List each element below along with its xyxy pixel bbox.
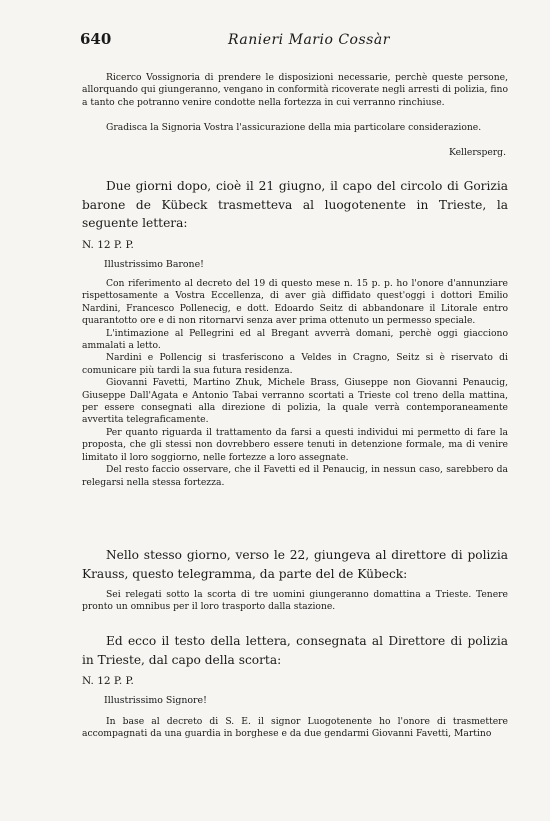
running-title: Ranieri Mario Cossàr bbox=[228, 32, 390, 48]
letter2-paragraph: Giovanni Favetti, Martino Zhuk, Michele Brass, Giuseppe non Giovanni Penaucig, Giuseppe Dall'Agata e Antonio Tabai verranno scortati a Trieste col treno della mattina, per essere consegnati alla direzione di polizia, la quale verrà contemporaneamente avvertita telegraficamente. bbox=[82, 377, 508, 426]
letter1-closing: Gradisca la Signoria Vostra l'assicurazione della mia particolare considerazione. bbox=[106, 122, 482, 133]
letter2-body bbox=[82, 278, 508, 489]
narration-paragraph-3: Ed ecco il testo della lettera, consegnata al Direttore di polizia in Trieste, dal capo della scorta: bbox=[82, 634, 508, 667]
letter3-salutation: Illustrissimo Signore! bbox=[104, 695, 207, 706]
letter3-reference: N. 12 P. P. bbox=[82, 675, 134, 687]
letter1-signature: Kellersperg. bbox=[449, 147, 506, 158]
letter2-paragraph: Con riferimento al decreto del 19 di questo mese n. 15 p. p. ho l'onore d'annunziare rispettosamente a Vostra Eccellenza, di aver già diffidato quest'oggi i dottori Emilio Nardini, Francesco Pollenecig, e dott. Edoardo Seitz di abbandonare il Litorale entro quarantotto ore e di non ritornarvi senza aver prima ottenuto un permesso speciale. bbox=[82, 278, 508, 327]
letter2-paragraph: Per quanto riguarda il trattamento da farsi a questi individui mi permetto di fare la proposta, che gli stessi non dovrebbero essere tenuti in detenzione formale, ma di venire limitato il loro soggiorno, nelle fortezze a loro assegnate. bbox=[82, 426, 508, 463]
page-number: 640 bbox=[80, 30, 112, 48]
letter1-body: Ricerco Vossignoria di prendere le disposizioni necessarie, perchè queste persone, allorquando qui giungeranno, vengano in conformità ricoverate negli arresti di polizia, fino a tanto che potranno venire condotte nella fortezza in cui verranno rinchiuse. bbox=[82, 72, 508, 108]
letter2-paragraph: Del resto faccio osservare, che il Favetti ed il Penaucig, in nessun caso, sarebbero da relegarsi nella stessa fortezza. bbox=[82, 464, 508, 488]
letter2-salutation: Illustrissimo Barone! bbox=[104, 259, 204, 270]
letter3-body: In base al decreto di S. E. il signor Luogotenente ho l'onore di trasmettere accompagnati da una guardia in borghese e da due gendarmi Giovanni Favetti, Martino bbox=[82, 716, 508, 740]
letter2-paragraph: Nardini e Pollencig si trasferiscono a Veldes in Cragno, Seitz si è riservato di comunicare più tardi la sua futura residenza. bbox=[82, 352, 508, 376]
letter2-paragraph: L'intimazione al Pellegrini ed al Bregant avverrà domani, perchè oggi giacciono ammalati a letto. bbox=[82, 327, 508, 352]
telegram-text: Sei relegati sotto la scorta di tre uomini giungeranno domattina a Trieste. Tenere pronto un omnibus per il loro trasporto dalla stazione. bbox=[82, 589, 508, 613]
narration-paragraph-2: Nello stesso giorno, verso le 22, giungeva al direttore di polizia Krauss, questo telegramma, da parte del de Kübeck: bbox=[82, 548, 508, 581]
narration-paragraph-1: Due giorni dopo, cioè il 21 giugno, il capo del circolo di Gorizia barone de Kübeck trasmetteva al luogotenente in Trieste, la seguente lettera: bbox=[82, 179, 508, 230]
letter2-reference: N. 12 P. P. bbox=[82, 239, 134, 251]
